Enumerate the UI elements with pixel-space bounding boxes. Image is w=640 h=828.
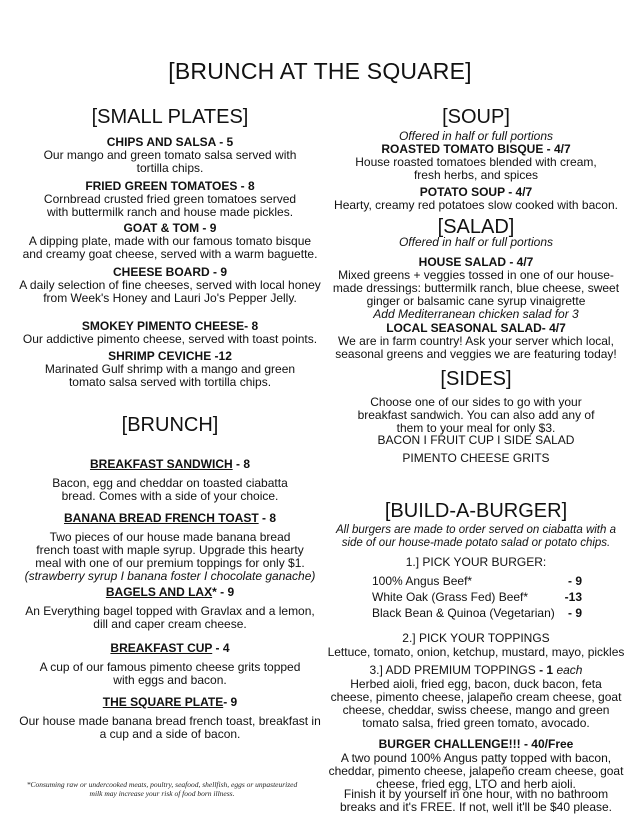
item-price: - 8 (258, 511, 276, 525)
item-description: Marinated Gulf shrimp with a mango and green tomato salsa served with tortilla chips. (44, 362, 296, 389)
burger-step-1: 1.] PICK YOUR BURGER: (405, 555, 547, 569)
item-name: THE SQUARE PLATE (102, 695, 224, 709)
item-description: Our mango and green tomato salsa served with tortilla chips. (43, 148, 297, 175)
menu-item (14, 696, 326, 741)
menu-item (326, 256, 626, 321)
burger-note: All burgers are made to order served on ciabatta with a side of our house-made potato salad or potato chips. (336, 524, 616, 549)
item-name: SHRIMP CEVICHE -12 (108, 349, 232, 363)
item-name: BANANA BREAD FRENCH TOAST (63, 511, 259, 525)
item-description: Cornbread crusted fried green tomatoes served with buttermilk ranch and house made pickles. (43, 192, 297, 219)
salad-note: Offered in half or full portions (398, 235, 554, 249)
item-note: (strawberry syrup I banana foster I chocolate ganache) (24, 569, 316, 583)
menu-item (326, 143, 626, 182)
item-description: A daily selection of fine cheeses, served with local honey from Week's Honey and Lauri Jo's Pepper Jelly. (19, 278, 321, 305)
sides-description: Choose one of our sides to go with your breakfast sandwich. You can also add any of them to your meal for only $3. (357, 395, 595, 435)
salad-heading: [SALAD] (437, 216, 515, 238)
menu-item (14, 320, 326, 346)
menu-item (14, 350, 326, 389)
item-name: CHIPS AND SALSA - 5 (106, 135, 234, 149)
item-name: BREAKFAST CUP (110, 641, 213, 655)
option-name: White Oak (Grass Fed) Beef* (372, 590, 529, 604)
item-price: - 4 (212, 641, 230, 655)
small-plates-heading: [SMALL PLATES] (91, 106, 249, 128)
item-description: Hearty, creamy red potatoes slow cooked with bacon. (334, 198, 618, 212)
item-price: - 8 (232, 457, 250, 471)
item-description: Two pieces of our house made banana bread french toast with maple syrup. Upgrade this hearty meal with one of our premium toppings for only $1. (35, 530, 305, 570)
item-description: Our house made banana bread french toast, breakfast in a cup and a side of bacon. (19, 714, 321, 741)
item-description: House roasted tomatoes blended with cream, fresh herbs, and spices (355, 155, 597, 182)
item-description: A cup of our famous pimento cheese grits topped with eggs and bacon. (39, 660, 301, 687)
burger-heading: [BUILD-A-BURGER] (384, 500, 568, 522)
item-name: GOAT & TOM - 9 (123, 221, 217, 235)
challenge-description: A two pound 100% Angus patty topped with bacon, cheddar, pimento cheese, jalapeño cream cheese, goat cheese, fried egg, LTO and herb aioli. (328, 751, 624, 791)
sides-list: PIMENTO CHEESE GRITS (402, 451, 550, 465)
brunch-heading: [BRUNCH] (121, 414, 219, 436)
menu-item (326, 186, 626, 212)
item-name: POTATO SOUP - 4/7 (419, 185, 533, 199)
item-name: HOUSE SALAD - 4/7 (418, 255, 534, 269)
option-name: 100% Angus Beef* (372, 574, 473, 588)
burger-toppings: Lettuce, tomato, onion, ketchup, mustard, mayo, pickles (327, 645, 625, 659)
menu-item (326, 322, 626, 361)
option-price: - 9 (567, 574, 582, 588)
item-description: Our addictive pimento cheese, served with toast points. (22, 332, 318, 346)
burger-step-2: 2.] PICK YOUR TOPPINGS (402, 631, 550, 645)
option-name: Black Bean & Quinoa (Vegetarian) (372, 606, 555, 620)
menu-item (14, 222, 326, 261)
sides-list: BACON I FRUIT CUP I SIDE SALAD (377, 433, 575, 447)
item-price: - 9 (223, 695, 238, 709)
menu-item (14, 180, 326, 219)
burger-challenge (326, 738, 626, 751)
step-price: - 1 (535, 663, 554, 677)
item-name: BAGELS AND LAX (105, 585, 213, 599)
item-name: CHEESE BOARD - 9 (112, 265, 228, 279)
item-name: SMOKEY PIMENTO CHEESE- 8 (81, 319, 259, 333)
menu-item (14, 458, 326, 503)
soup-note: Offered in half or full portions (398, 129, 554, 143)
menu-item (14, 642, 326, 687)
item-description: A dipping plate, made with our famous tomato bisque and creamy goat cheese, served with a warm baguette. (22, 234, 318, 261)
challenge-price: - 40/Free (520, 737, 574, 751)
menu-item (14, 136, 326, 175)
item-description: Mixed greens + veggies tossed in one of our house-made dressings: buttermilk ranch, blue cheese, sweet ginger or balsamic cane syrup vinaigrette (332, 268, 620, 308)
option-price: -13 (564, 590, 582, 604)
menu-title: [BRUNCH AT THE SQUARE] (168, 58, 472, 84)
step-label: 3.] ADD PREMIUM TOPPINGS (369, 663, 536, 677)
food-safety-footnote: *Consuming raw or undercooked meats, poultry, seafood, shellfish, eggs or unpasteurized milk may increase your risk of food born illness. (26, 780, 298, 798)
option-price: - 9 (567, 606, 582, 620)
burger-step-3 (326, 664, 626, 677)
item-description: We are in farm country! Ask your server which local, seasonal greens and veggies we are featuring today! (335, 334, 617, 361)
item-name: BREAKFAST SANDWICH (89, 457, 233, 471)
item-name: LOCAL SEASONAL SALAD- 4/7 (386, 321, 566, 335)
menu-item (14, 512, 326, 583)
sides-heading: [SIDES] (440, 368, 512, 390)
item-name: ROASTED TOMATO BISQUE - 4/7 (381, 142, 571, 156)
menu-item (14, 586, 326, 631)
item-description: Bacon, egg and cheddar on toasted ciabatta bread. Comes with a side of your choice. (52, 476, 288, 503)
soup-heading: [SOUP] (442, 106, 510, 128)
menu-item (14, 266, 326, 305)
item-description: An Everything bagel topped with Gravlax and a lemon, dill and caper cream cheese. (25, 604, 315, 631)
item-name: FRIED GREEN TOMATOES - 8 (85, 179, 255, 193)
challenge-name: BURGER CHALLENGE!!! (378, 737, 521, 751)
step-each: each (556, 663, 583, 677)
item-extra: Add Mediterranean chicken salad for 3 (373, 307, 579, 321)
premium-toppings: Herbed aioli, fried egg, bacon, duck bacon, feta cheese, pimento cheese, jalapeño cream cheese, goat cheese, cheddar, swiss cheese, mango and green tomato salsa, fried green tomato, avocado. (330, 677, 622, 730)
challenge-rule: Finish it by yourself in one hour, with no bathroom breaks and it's FREE. If not, well it'll be $40 please. (339, 787, 613, 814)
item-price: * - 9 (212, 585, 235, 599)
